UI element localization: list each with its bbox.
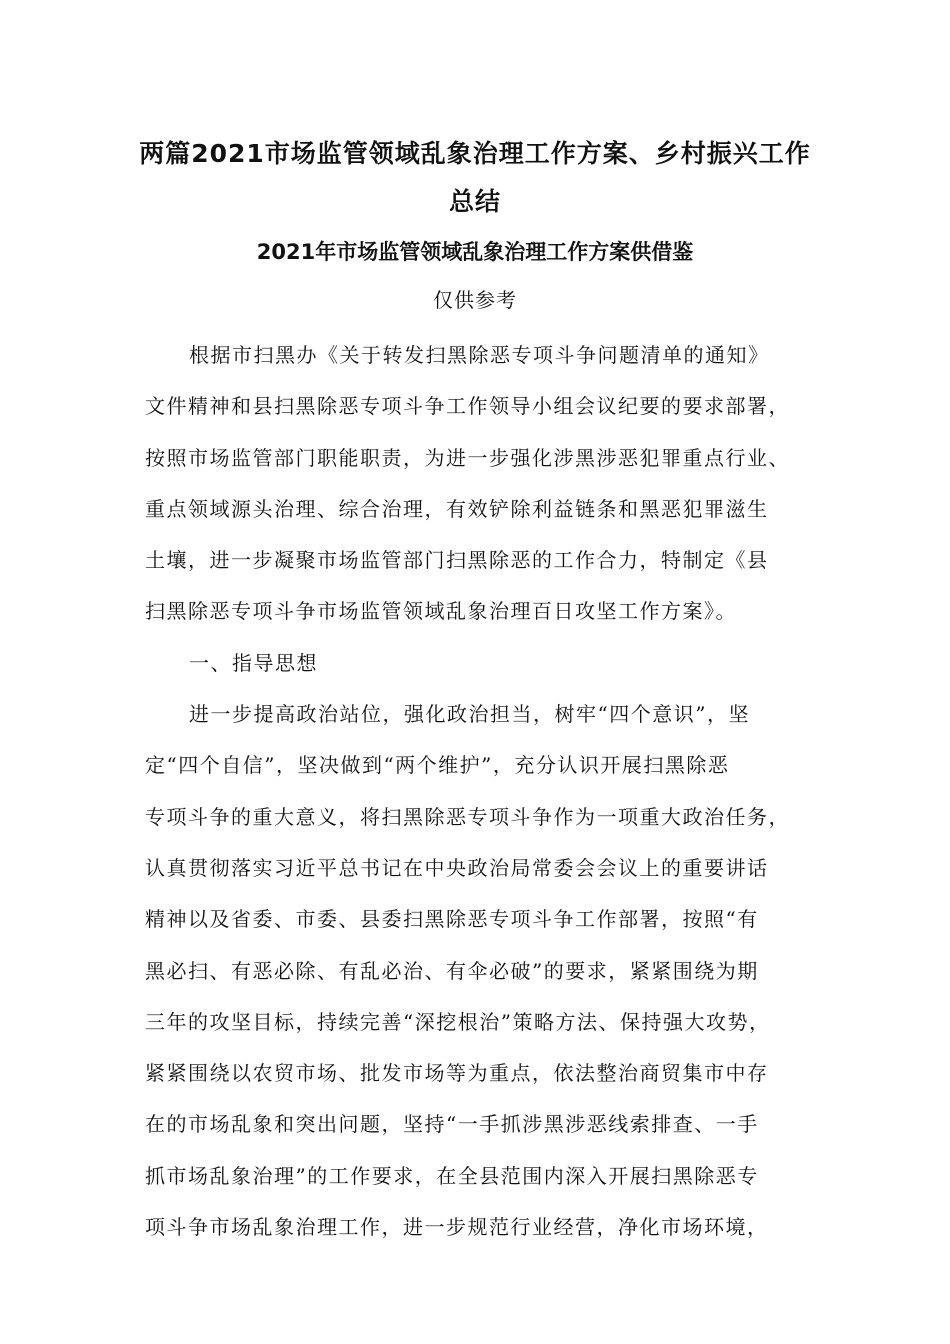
paragraph-line: 扫黑除恶专项斗争市场监管领域乱象治理百日攻坚工作方案》。 — [145, 599, 737, 624]
paragraph-line: 黑必扫、有恶必除、有乱必治、有伞必破”的要求，紧紧围绕为期 — [145, 958, 759, 983]
paragraph-line: 重点领域源头治理、综合治理，有效铲除利益链条和黑恶犯罪滋生 — [145, 496, 769, 521]
document-title-line-1: 两篇2021市场监管领域乱象治理工作方案、乡村振兴工作 — [139, 139, 811, 168]
document-title-line-2: 总结 — [448, 187, 501, 216]
section-heading: 一、指导思想 — [189, 650, 318, 675]
paragraph-line: 根据市扫黑办《关于转发扫黑除恶专项斗争问题清单的通知》 — [189, 343, 770, 367]
paragraph-line: 认真贯彻落实习近平总书记在中央政治局常委会会议上的重要讲话 — [145, 855, 769, 880]
paragraph-line: 文件精神和县扫黑除恶专项斗争工作领导小组会议纪要的要求部署， — [145, 394, 790, 419]
paragraph-line: 按照市场监管部门职能职责，为进一步强化涉黑涉恶犯罪重点行业、 — [145, 445, 790, 470]
paragraph-line: 抓市场乱象治理”的工作要求，在全县范围内深入开展扫黑除恶专 — [145, 1163, 759, 1188]
document-subtitle: 2021年市场监管领域乱象治理工作方案供借鉴 — [256, 240, 694, 264]
intro-paragraph — [145, 330, 811, 1253]
paragraph-line: 项斗争市场乱象治理工作，进一步规范行业经营，净化市场环境， — [145, 1215, 769, 1240]
paragraph-line: 专项斗争的重大意义，将扫黑除恶专项斗争作为一项重大政治任务， — [145, 804, 790, 829]
paragraph-line: 紧紧围绕以农贸市场、批发市场等为重点，依法整治商贸集市中存 — [145, 1061, 769, 1086]
paragraph-line: 定“四个自信”，坚决做到“两个维护”，充分认识开展扫黑除恶 — [145, 753, 730, 778]
paragraph-line: 三年的攻坚目标，持续完善“深挖根治”策略方法、保持强大攻势， — [145, 1009, 771, 1034]
paragraph-line: 在的市场乱象和突出问题，坚持“一手抓涉黑涉恶线索排查、一手 — [145, 1112, 759, 1137]
paragraph-line: 土壤，进一步凝聚市场监管部门扫黑除恶的工作合力，特制定《县 — [145, 548, 769, 573]
paragraph-line: 进一步提高政治站位，强化政治担当，树牢“四个意识”，坚 — [189, 702, 750, 727]
reference-note: 仅供参考 — [433, 288, 517, 312]
paragraph-line: 精神以及省委、市委、县委扫黑除恶专项斗争工作部署，按照“有 — [145, 907, 759, 932]
